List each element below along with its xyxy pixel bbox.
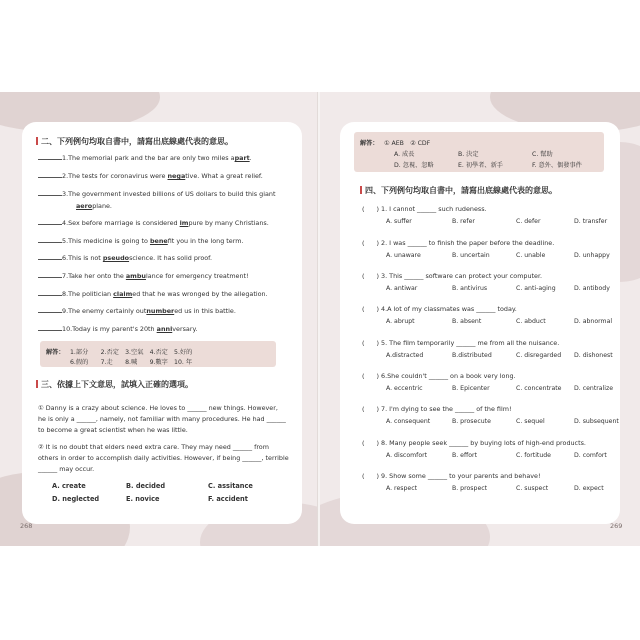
exercise-item — [38, 290, 268, 298]
choice-option: B. antivirus — [452, 285, 488, 292]
answer-paren: ) — [376, 405, 382, 413]
choice-option: C. concentrate — [516, 385, 562, 392]
choice-option: A. suffer — [386, 218, 412, 225]
sentence-text: This is not — [68, 254, 103, 262]
question-row — [362, 405, 512, 413]
item-number: 7. — [62, 272, 69, 280]
question-text: 6.She couldn't ______ on a book very long. — [381, 372, 516, 380]
passage-line: he is only a ______, namely, not familiar with many procedures. He had ______ — [38, 415, 286, 423]
choice-option: C. fortitude — [516, 452, 551, 459]
item-number: 3. — [62, 190, 69, 198]
passage-line: to become a great scientist when he was little. — [38, 426, 188, 434]
answer-row: 6.假的 7.走 8.喊 9.數字 10. 年 — [70, 359, 193, 366]
page-number: 269 — [610, 522, 623, 530]
answer-item: F. 意外、偶發事件 — [532, 162, 582, 169]
sentence-text: Today is my parent's 20th — [72, 325, 157, 333]
word-option: F. accident — [208, 495, 248, 503]
section-heading: 三、依據上下文意思，試填入正確的選項。 — [36, 379, 193, 390]
underlined-part: anni — [156, 325, 173, 333]
choice-option: D. unhappy — [574, 252, 610, 259]
answer-paren: ( — [362, 405, 365, 413]
section-heading: 四、下列例句均取自書中，請寫出底線處代表的意思。 — [360, 185, 557, 196]
choice-option: D. antibody — [574, 285, 610, 292]
answer-paren: ( — [362, 439, 365, 447]
word-option: D. neglected — [52, 495, 100, 503]
question-text: 3. This ______ software can protect your computer. — [381, 272, 543, 280]
underlined-part: nega — [167, 172, 186, 180]
question-row — [362, 239, 554, 247]
choice-option: D. subsequent — [574, 418, 619, 425]
choice-option: B. absent — [452, 318, 482, 325]
heading-marker — [360, 186, 362, 194]
choice-option: B. prosecute — [452, 418, 491, 425]
page-number: 268 — [20, 522, 33, 530]
item-number: 8. — [62, 290, 69, 298]
question-row — [362, 305, 517, 313]
answer-blank[interactable] — [38, 195, 62, 196]
question-text: 1. I cannot ______ such rudeness. — [381, 205, 487, 213]
answer-blank[interactable] — [38, 295, 62, 296]
choice-option: A.distracted — [386, 352, 424, 359]
exercise-item — [38, 307, 236, 315]
answer-paren: ) — [376, 305, 382, 313]
answer-blank[interactable] — [38, 224, 62, 225]
choice-option: B. effort — [452, 452, 478, 459]
choice-option: B. uncertain — [452, 252, 490, 259]
question-text: 7. I'm dying to see the ______ of the film! — [381, 405, 512, 413]
heading-marker — [36, 380, 38, 388]
choice-option: B. Epicenter — [452, 385, 490, 392]
question-text: 4.A lot of my classmates was ______ today. — [381, 305, 517, 313]
content-panel — [22, 122, 302, 524]
sentence-text: pure by many Christians. — [188, 219, 269, 227]
answer-blank[interactable] — [38, 312, 62, 313]
sentence-text: Sex before marriage is considered — [68, 219, 180, 227]
question-row — [362, 272, 542, 280]
underlined-part: ambu — [125, 272, 146, 280]
question-row — [362, 339, 559, 347]
answer-row: 1.部分 2.否定 3.空氣 4.否定 5.好的 — [70, 349, 193, 356]
choice-option: B. refer — [452, 218, 475, 225]
sentence-text: The tests for coronavirus were — [68, 172, 168, 180]
question-row — [362, 205, 487, 213]
item-number: 2. — [62, 172, 69, 180]
passage-line: ______ may occur. — [38, 465, 95, 473]
sentence-text: This medicine is going to — [68, 237, 150, 245]
choice-option: A. eccentric — [386, 385, 423, 392]
answer-row: ① AEB ② CDF — [384, 140, 431, 147]
answer-paren: ) — [376, 339, 382, 347]
sentence-text: fit you in the long term. — [167, 237, 244, 245]
question-text: 2. I was ______ to finish the paper before the deadline. — [381, 239, 555, 247]
choice-option: D. transfer — [574, 218, 608, 225]
book-spread — [0, 92, 640, 546]
answer-blank[interactable] — [38, 259, 62, 260]
item-number: 4. — [62, 219, 69, 227]
exercise-item — [38, 272, 249, 280]
answer-paren: ( — [362, 272, 365, 280]
item-number: 10. — [62, 325, 73, 333]
underlined-part: claim — [113, 290, 133, 298]
item-number: 1. — [62, 154, 69, 162]
choice-option: D. dishonest — [574, 352, 613, 359]
sentence-text: The memorial park and the bar are only two miles a — [68, 154, 235, 162]
exercise-item — [38, 325, 197, 333]
sentence-text: Take her onto the — [68, 272, 126, 280]
section-heading: 二、下列例句均取自書中，請寫出底線處代表的意思。 — [36, 136, 233, 147]
sentence-text: plane. — [92, 202, 112, 210]
answer-label: 解答： — [360, 140, 379, 147]
answer-paren: ( — [362, 205, 365, 213]
passage-line: ② It is no doubt that elders need extra care. They may need ______ from — [38, 443, 269, 451]
answer-blank[interactable] — [38, 177, 62, 178]
underlined-part: bene — [149, 237, 168, 245]
heading-marker — [36, 137, 38, 145]
question-row — [362, 372, 516, 380]
underlined-part: im — [179, 219, 189, 227]
passage-line: others in order to accomplish daily activities. However, if being ______, terrible — [38, 454, 289, 462]
exercise-item — [38, 219, 269, 227]
answer-blank[interactable] — [38, 159, 62, 160]
choice-option: D. abnormal — [574, 318, 613, 325]
choice-option: B.distributed — [452, 352, 492, 359]
answer-item: C. 幫助 — [532, 151, 553, 158]
answer-paren: ( — [362, 305, 365, 313]
word-option: E. novice — [126, 495, 160, 503]
answer-paren: ) — [376, 272, 382, 280]
choice-option: D. comfort — [574, 452, 607, 459]
choice-option: C. sequel — [516, 418, 545, 425]
question-row — [362, 439, 586, 447]
right-page — [320, 92, 640, 546]
sentence-text: science. It has solid proof. — [129, 254, 212, 262]
sentence-text: The enemy certainly out — [68, 307, 147, 315]
choice-option: C. anti-aging — [516, 285, 556, 292]
answer-item: E. 初學者、新手 — [458, 162, 503, 169]
answer-paren: ( — [362, 239, 365, 247]
exercise-item — [38, 237, 244, 245]
choice-option: A. unaware — [386, 252, 421, 259]
choice-option: A. respect — [386, 485, 418, 492]
question-text: 9. Show some ______ to your parents and behave! — [381, 472, 541, 480]
sentence-text: tive. What a great relief. — [185, 172, 263, 180]
choice-option: A. abrupt — [386, 318, 415, 325]
answer-item: A. 成長 — [394, 151, 415, 158]
choice-option: C. suspect — [516, 485, 549, 492]
answer-item: D. 忽視、忽略 — [394, 162, 434, 169]
exercise-item — [38, 154, 252, 162]
answer-paren: ) — [376, 205, 382, 213]
choice-option: A. antiwar — [386, 285, 418, 292]
answer-paren: ( — [362, 372, 365, 380]
answer-paren: ( — [362, 472, 365, 480]
passage-line: ① Danny is a crazy about science. He loves to ______ new things. However, — [38, 404, 278, 412]
answer-item: B. 決定 — [458, 151, 479, 158]
underlined-part: number — [146, 307, 175, 315]
sentence-text: The politician — [68, 290, 114, 298]
word-option: A. create — [52, 482, 86, 490]
sentence-text: lance for emergency treatment! — [145, 272, 249, 280]
word-option: C. assitance — [208, 482, 253, 490]
choice-option: C. disregarded — [516, 352, 562, 359]
choice-option: C. unable — [516, 252, 546, 259]
choice-option: C. abduct — [516, 318, 546, 325]
choice-option: A. consequent — [386, 418, 431, 425]
choice-option: A. discomfort — [386, 452, 428, 459]
answer-blank[interactable] — [38, 330, 62, 331]
exercise-item — [38, 190, 275, 198]
choice-option: D. centralize — [574, 385, 614, 392]
answer-paren: ) — [376, 239, 382, 247]
word-option: B. decided — [126, 482, 166, 490]
choice-option: D. expect — [574, 485, 604, 492]
sentence-text: versary. — [172, 325, 198, 333]
answer-label: 解答： — [46, 349, 65, 356]
sentence-text: . — [249, 154, 252, 162]
answer-paren: ) — [376, 439, 382, 447]
item-number: 9. — [62, 307, 69, 315]
sentence-text: ed that he was wronged by the allegation. — [132, 290, 268, 298]
exercise-item — [38, 172, 263, 180]
underlined-part: part — [234, 154, 250, 162]
exercise-item — [38, 254, 212, 262]
sentence-text: ed us in this battle. — [174, 307, 236, 315]
underlined-part: pseudo — [102, 254, 130, 262]
sentence-text: The government invested billions of US dollars to build this giant — [68, 190, 276, 198]
choice-option: B. prospect — [452, 485, 488, 492]
answer-paren: ) — [376, 472, 382, 480]
item-number: 6. — [62, 254, 69, 262]
answer-paren: ( — [362, 339, 365, 347]
left-page — [0, 92, 318, 546]
question-text: 8. Many people seek ______ by buying lots of high-end products. — [381, 439, 586, 447]
answer-blank[interactable] — [38, 277, 62, 278]
item-number: 5. — [62, 237, 69, 245]
choice-option: C. defer — [516, 218, 541, 225]
question-text: 5. The film temporarily ______ me from all the nuisance. — [381, 339, 560, 347]
question-row — [362, 472, 541, 480]
answer-blank[interactable] — [38, 242, 62, 243]
underlined-part: aero — [76, 202, 93, 210]
answer-paren: ) — [376, 372, 382, 380]
exercise-item — [76, 202, 112, 210]
